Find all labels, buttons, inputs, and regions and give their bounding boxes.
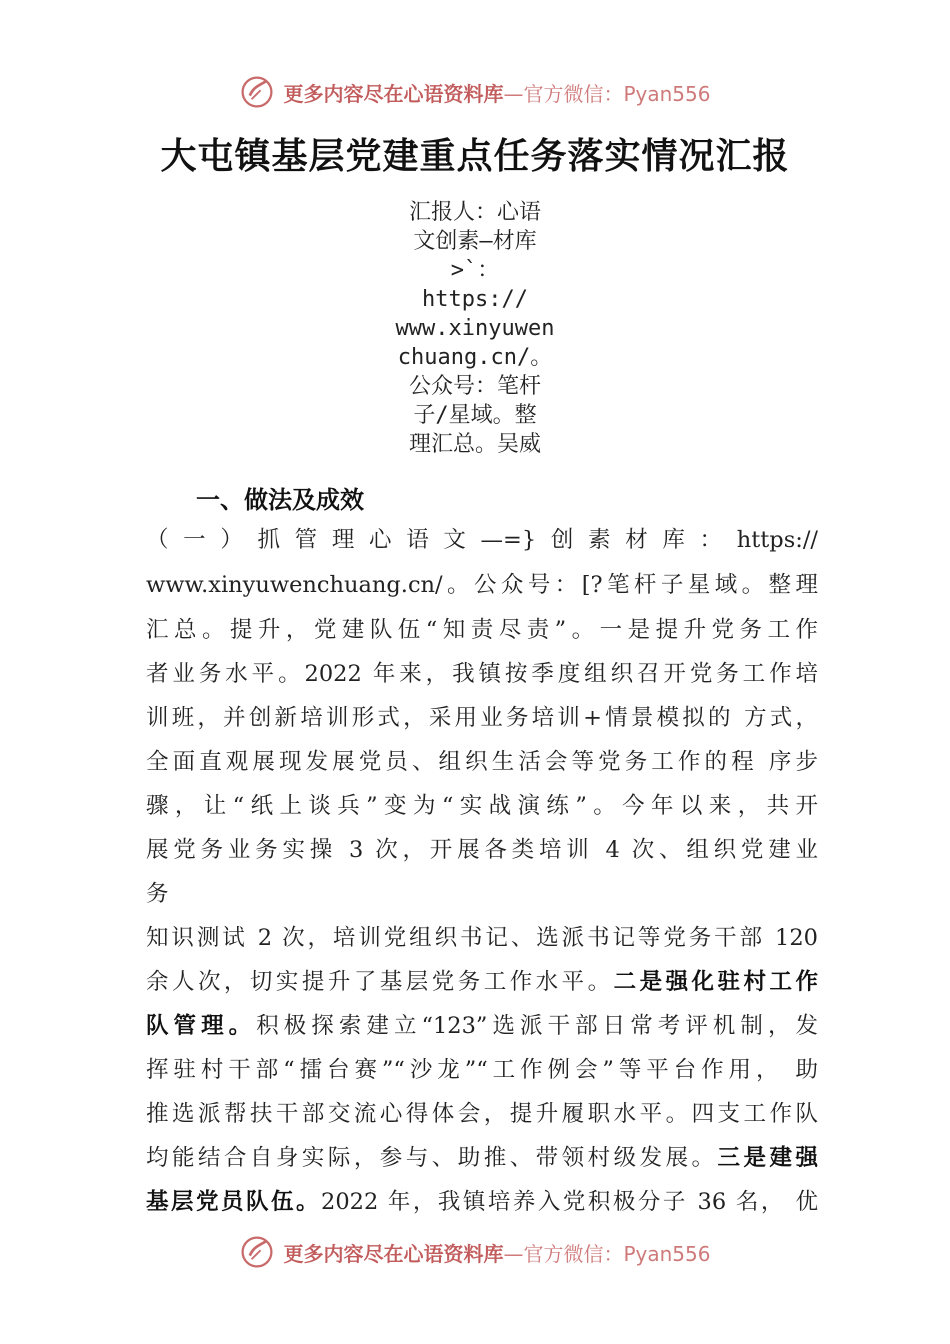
paragraph-line: 者业务水平。2022 年来，我镇按季度组织召开党务工作培 <box>146 661 818 687</box>
paragraph-line: 展党务业务实操 3 次，开展各类培训 4 次、组织党建业 <box>146 837 818 863</box>
author-block <box>380 198 570 459</box>
paragraph-line: （一）抓管理心语文—=}创素材库：https:// <box>146 527 818 553</box>
paragraph-line: 训班，并创新培训形式，采用业务培训+情景模拟的 方式， <box>146 705 818 731</box>
bold-lead-text: 三是建强 <box>717 1145 818 1171</box>
document-title: 大屯镇基层党建重点任务落实情况汇报 <box>160 135 790 177</box>
author-line: chuang.cn/。 <box>397 345 553 370</box>
bold-lead-text: 基层党员队伍。 <box>146 1189 321 1215</box>
paragraph-line <box>146 1184 818 1216</box>
bold-lead-text: 队管理。 <box>146 1013 257 1039</box>
paragraph-line <box>146 1140 818 1172</box>
paragraph-line: www.xinyuwenchuang.cn/。公众号：[?笔杆子星域。整理 <box>146 572 818 598</box>
author-line: 文创素—材库 <box>413 229 537 254</box>
paragraph-line: 挥驻村干部“擂台赛”“沙龙”“工作例会”等平台作用， 助 <box>146 1057 818 1083</box>
author-line: www.xinyuwen <box>395 316 555 341</box>
paragraph-line <box>146 1008 818 1040</box>
paragraph-line: 知识测试 2 次，培训党组织书记、选派书记等党务干部 120 <box>146 925 818 951</box>
paragraph-line: 推选派帮扶干部交流心得体会，提升履职水平。四支工作队 <box>146 1101 818 1127</box>
bold-lead-text: 二是强化驻村工作 <box>613 969 818 995</box>
author-line: 公众号：笔杆 <box>408 374 541 399</box>
paragraph-line: 骤，让“纸上谈兵”变为“实战演练”。今年以来，共开 <box>146 793 818 819</box>
paragraph-line: 全面直观展现发展党员、组织生活会等党务工作的程 序步 <box>146 749 818 775</box>
header-watermark <box>0 72 950 112</box>
author-line: 汇报人：心语 <box>408 200 541 225</box>
paragraph-line: 汇总。提升，党建队伍“知责尽责”。一是提升党务工作 <box>146 617 818 643</box>
author-line: https:// <box>422 287 528 312</box>
paragraph-text: 均能结合自身实际，参与、助推、带领村级发展。 <box>146 1145 718 1171</box>
logo-icon <box>239 1234 275 1270</box>
author-line: 理汇总。吴威 <box>408 432 541 457</box>
paragraph-line <box>146 964 818 996</box>
watermark-contact-text: —官方微信：Pyan556 <box>503 81 711 106</box>
author-line: 子/星域。整 <box>413 403 537 428</box>
paragraph-line: 务 <box>146 881 169 907</box>
footer-watermark <box>0 1232 950 1272</box>
section-heading: 一、做法及成效 <box>196 486 364 514</box>
watermark-main-text: 更多内容尽在心语资料库 <box>283 81 504 106</box>
paragraph-text: 积极探索建立“123”选派干部日常考评机制，发 <box>256 1013 818 1039</box>
paragraph-text: 2022 年，我镇培养入党积极分子 36 名， 优 <box>321 1189 818 1215</box>
paragraph-text: 余人次，切实提升了基层党务工作水平。 <box>146 969 614 995</box>
author-line: >`： <box>450 258 500 283</box>
watermark-main-text: 更多内容尽在心语资料库 <box>283 1241 504 1266</box>
watermark-contact-text: —官方微信：Pyan556 <box>503 1241 711 1266</box>
logo-icon <box>239 74 275 110</box>
